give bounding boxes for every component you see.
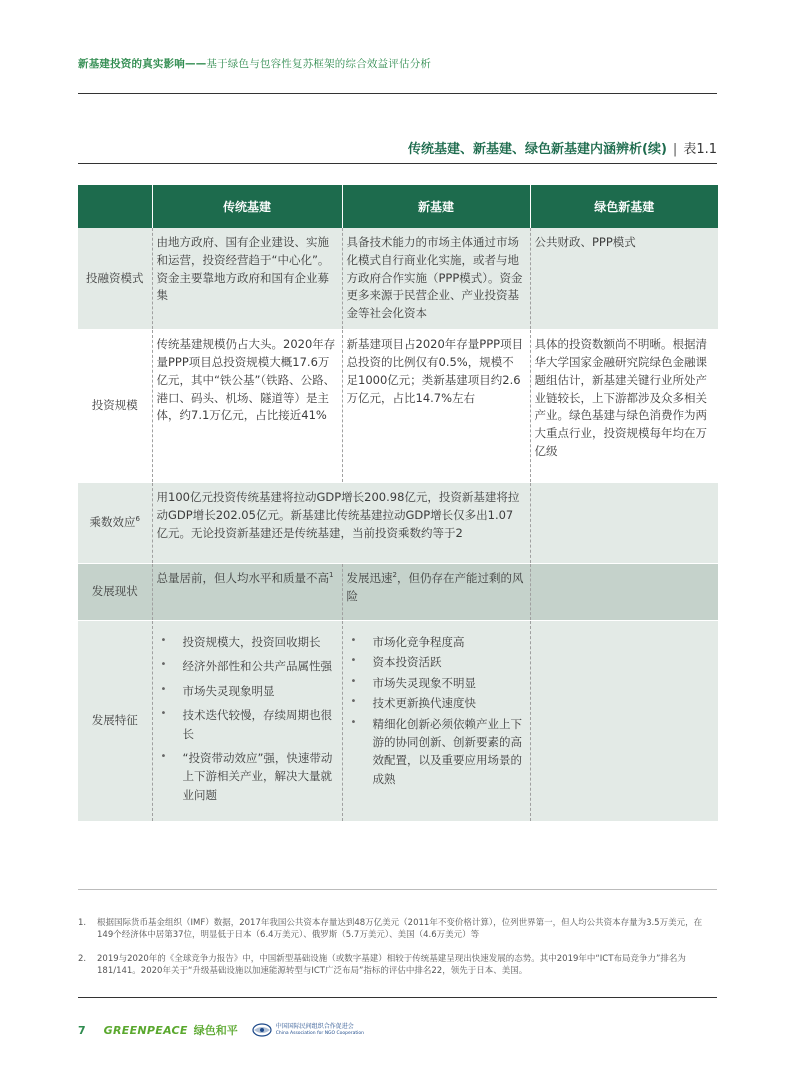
- cell-traditional: 总量居前，但人均水平和质量不高$^1$: [152, 564, 342, 621]
- list-item: • 技术迭代较慢，存续周期也很长: [159, 706, 336, 743]
- header-new: 新基建: [342, 185, 530, 228]
- cell-new: 发展迅速$^2$，但仍存在产能过剩的风险: [342, 564, 530, 621]
- table-row-financing: [78, 228, 718, 330]
- table-row-scale: [78, 330, 718, 483]
- cango-logo-text: [276, 1024, 364, 1036]
- caption-number: 表1.1: [683, 142, 717, 157]
- footnote-ref: 6: [135, 515, 140, 524]
- footnote-text: 根据国际货币基金组织（IMF）数据，2017年我国公共资本存量达到48万亿美元（2011年不变价格计算），位列世界第一，但人均公共资本存量为3.5万美元，在149个经济体中居第37位，明显低于日本（6.4万美元）、俄罗斯（5.7万美元）、美国（4.6万美元）等: [97, 918, 703, 941]
- list-item: • 技术更新换代速度快: [349, 694, 524, 712]
- cell-new: [342, 621, 530, 822]
- row-label: 乘数效应$^6$: [78, 483, 152, 564]
- list-item: • 投资规模大，投资回收期长: [159, 633, 336, 651]
- header-title-bold: 新基建投资的真实影响——: [78, 58, 207, 70]
- footnote-text: 2019与2020年的《全球竞争力报告》中，中国新型基础设施（或数字基建）相较于传统基建呈现出快速发展的态势。其中2019年中“ICT布局竞争力”排名为181/141。2020年关于“升级基础设施以加速能源转型与ICT广泛布局”指标的评估中排名22，领先于日本、美国。: [97, 954, 686, 977]
- row-label: 发展现状: [78, 564, 152, 621]
- page-number: 7: [78, 1023, 86, 1037]
- table-row-multiplier: [78, 483, 718, 564]
- list-item: • 资本投资活跃: [349, 653, 524, 671]
- table-row-features: [78, 621, 718, 822]
- cell-green-empty: [530, 564, 718, 621]
- list-item: • 市场失灵现象明显: [159, 682, 336, 700]
- footnote-ref: 2: [392, 571, 397, 580]
- cell-green-empty: [530, 621, 718, 822]
- footnote-ref: 1: [329, 571, 334, 580]
- table-row-status: [78, 564, 718, 621]
- caption-rule: [78, 163, 717, 164]
- cell-new: 具备技术能力的市场主体通过市场化模式自行商业化实施，或者与地方政府合作实施（PPP模式）。资金更多来源于民营企业、产业投资基金等社会化资本: [342, 228, 530, 330]
- comparison-table: [78, 185, 718, 822]
- footnote-rule: [78, 889, 717, 890]
- new-feature-list: [347, 633, 524, 788]
- cell-new: 新基建项目占2020年存量PPP项目总投资的比例仅有0.5%，规模不足1000亿元；类新基建项目约2.6万亿元，占比14.7%左右: [342, 330, 530, 483]
- table-header-row: [78, 185, 718, 228]
- cell-traditional: 由地方政府、国有企业建设、实施和运营，投资经营趋于“中心化”。资金主要靠地方政府和国有企业募集: [152, 228, 342, 330]
- header-green: 绿色新基建: [530, 185, 718, 228]
- cell-green-empty: [530, 483, 718, 564]
- cango-en-name: China Association for NGO Cooperation: [275, 1030, 365, 1036]
- list-item: • 市场化竞争程度高: [349, 633, 524, 651]
- footnote-number: 1.: [78, 918, 87, 928]
- row-label: 投融资模式: [78, 228, 152, 330]
- cell-traditional: 传统基建规模仍占大头。2020年存量PPP项目总投资规模大概17.6万亿元，其中“铁公基”（铁路、公路、港口、码头、机场、隧道等）是主体，约7.1万亿元，占比接近41%: [152, 330, 342, 483]
- footnote-number: 2.: [78, 954, 87, 964]
- list-item: • 市场失灵现象不明显: [349, 674, 524, 692]
- page-footer: [78, 1022, 364, 1038]
- header-traditional: 传统基建: [152, 185, 342, 228]
- cango-logo-icon: [252, 1023, 272, 1037]
- list-item: • 经济外部性和公共产品属性强: [159, 657, 336, 675]
- list-item: • “投资带动效应”强，快速带动上下游相关产业，解决大量就业问题: [159, 749, 336, 804]
- header-empty: [78, 185, 152, 228]
- cell-green: 具体的投资数额尚不明晰。根据清华大学国家金融研究院绿色金融课题组估计，新基建关键行业所处产业链较长，上下游都涉及众多相关产业。绿色基建与绿色消费作为两大重点行业，投资规模每年均在万亿级: [530, 330, 718, 483]
- running-header: [78, 56, 431, 71]
- greenpeace-cn-logo: 绿色和平: [193, 1024, 238, 1037]
- cango-cn-name: 中国国际民间组织合作促进会: [275, 1022, 354, 1030]
- cell-green: 公共财政、PPP模式: [530, 228, 718, 330]
- footnote-2: [78, 953, 717, 978]
- row-label: 发展特征: [78, 621, 152, 822]
- row-label: 投资规模: [78, 330, 152, 483]
- greenpeace-logo: GREENPEACE: [103, 1023, 188, 1037]
- traditional-feature-list: [157, 633, 336, 804]
- footnote-1: [78, 917, 717, 942]
- caption-title: 传统基建、新基建、绿色新基建内涵辨析(续): [408, 142, 667, 157]
- table-caption: [408, 138, 717, 157]
- footer-rule: [78, 997, 717, 998]
- header-title-rest: 基于绿色与包容性复苏框架的综合效益评估分析: [206, 58, 432, 70]
- list-item: • 精细化创新必须依赖产业上下游的协同创新、创新要素的高效配置，以及重要应用场景的成熟: [349, 715, 524, 789]
- header-rule: [78, 93, 717, 94]
- cell-merged: 用100亿元投资传统基建将拉动GDP增长200.98亿元，投资新基建将拉动GDP增长202.05亿元。新基建比传统基建拉动GDP增长仅多出1.07亿元。无论投资新基建还是传统基建，当前投资乘数约等于2: [152, 483, 530, 564]
- cell-traditional: [152, 621, 342, 822]
- caption-separator: |: [672, 142, 678, 157]
